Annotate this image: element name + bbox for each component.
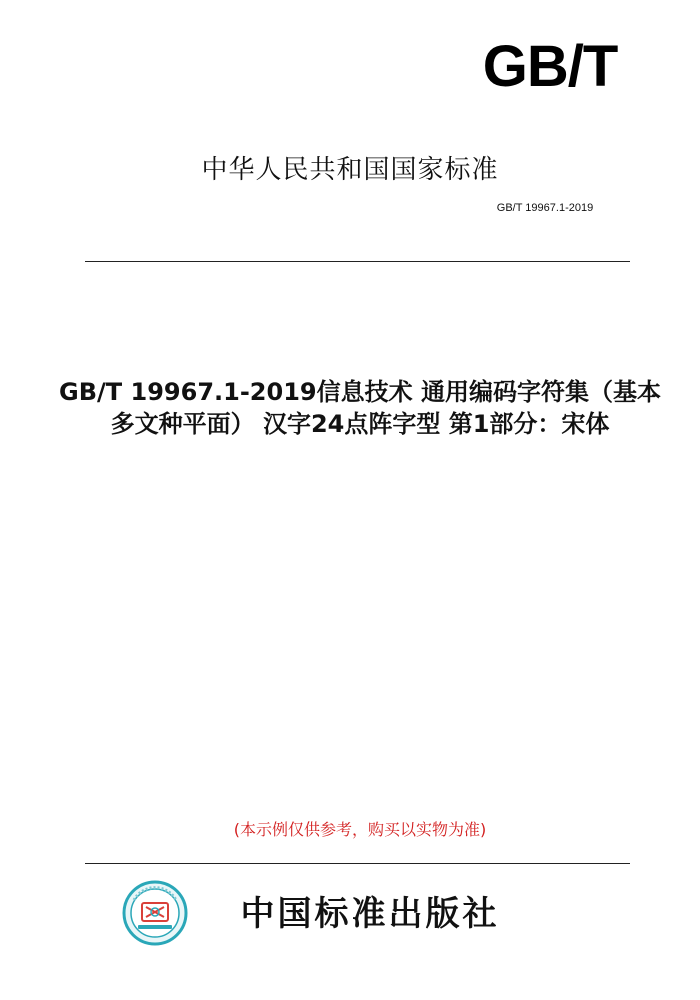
sample-notice: (本示例仅供参考，购买以实物为准)	[233, 820, 487, 839]
standard-code: GB/T	[482, 34, 618, 99]
standard-number: GB/T 19967.1-2019	[496, 202, 594, 214]
document-title: GB/T 19967.1-2019信息技术 通用编码字符集（基本多文种平面） 汉字24点阵字型 第1部分：宋体	[59, 378, 661, 438]
national-standard-title: 中华人民共和国国家标准	[201, 155, 499, 185]
publisher-seal-icon	[122, 880, 188, 946]
top-divider	[85, 261, 630, 262]
bottom-divider	[85, 863, 630, 864]
publisher-name: 中国标准出版社	[240, 894, 500, 934]
